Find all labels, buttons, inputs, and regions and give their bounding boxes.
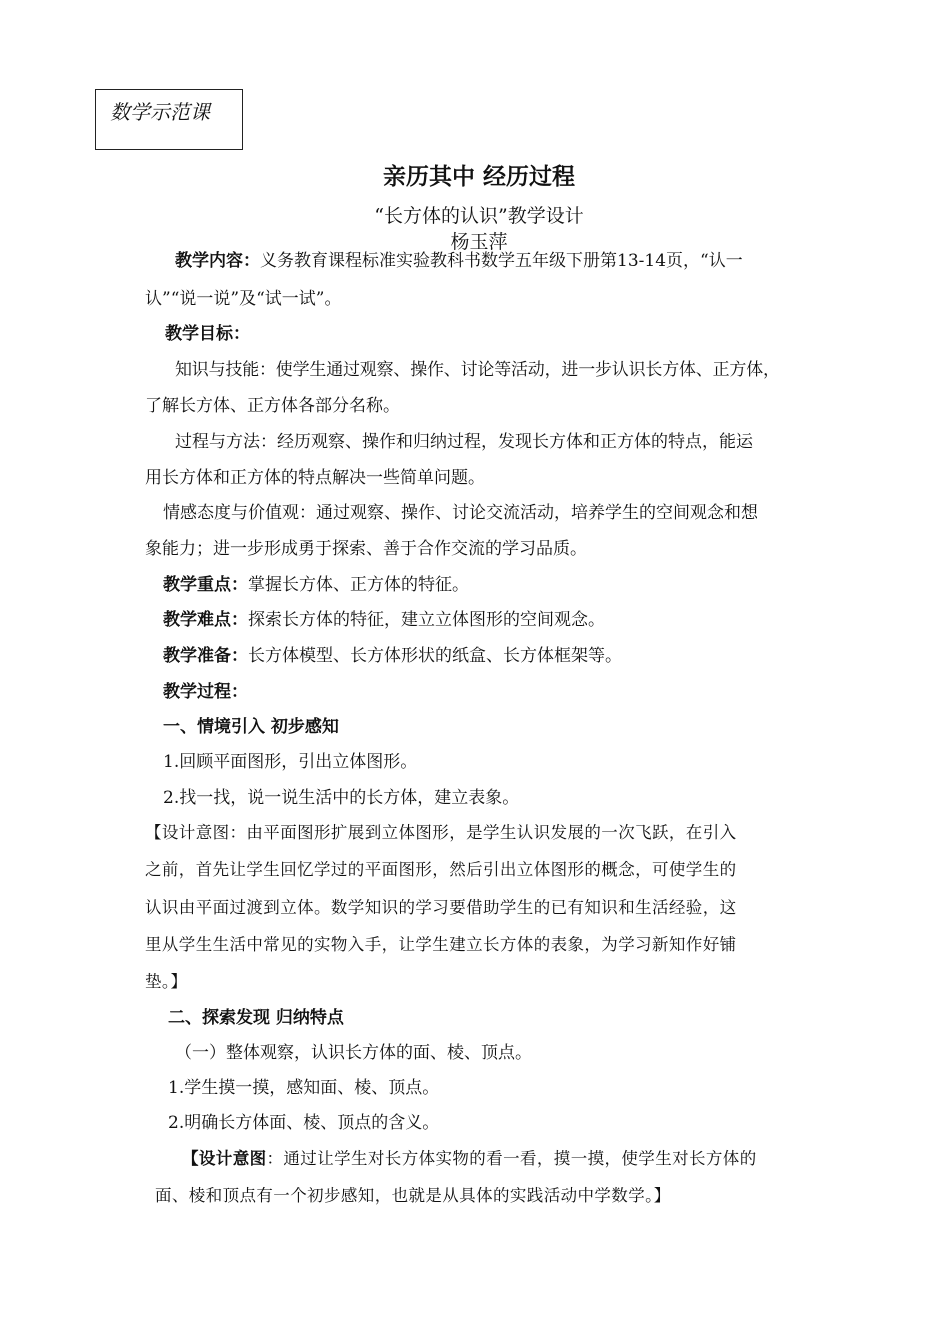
goals-heading: 教学目标： xyxy=(165,324,250,344)
content-label: 教学内容： xyxy=(175,251,260,271)
section1-item-2: 2.找一找，说一说生活中的长方体，建立表象。 xyxy=(163,788,520,808)
section1-design-5: 垫。】 xyxy=(145,972,188,991)
page-subtitle: “长方体的认识”教学设计 xyxy=(374,205,584,227)
key-point-text: 掌握长方体、正方体的特征。 xyxy=(248,575,469,595)
section1-heading: 一、情境引入 初步感知 xyxy=(163,717,339,737)
content-line-1 xyxy=(175,250,743,272)
goal-process-2: 用长方体和正方体的特点解决一些简单问题。 xyxy=(145,468,485,488)
section2-sub-1: （一）整体观察，认识长方体的面、棱、顶点。 xyxy=(175,1043,532,1063)
goal-process-1: 过程与方法：经历观察、操作和归纳过程，发现长方体和正方体的特点，能运 xyxy=(175,432,753,452)
prep-label: 教学准备： xyxy=(163,646,248,666)
process-heading: 教学过程： xyxy=(163,682,248,702)
content-text-1: 义务教育课程标准实验教科书数学五年级下册第13-14页，“认一 xyxy=(260,251,743,271)
goal-knowledge-2: 了解长方体、正方体各部分名称。 xyxy=(145,396,400,416)
section2-design-line-1 xyxy=(182,1148,757,1170)
demo-lesson-stamp xyxy=(95,89,243,150)
key-point-label: 教学重点： xyxy=(163,575,248,595)
section2-heading: 二、探索发现 归纳特点 xyxy=(168,1008,344,1028)
section2-item-1: 1.学生摸一摸，感知面、棱、顶点。 xyxy=(168,1078,440,1098)
section1-item-1: 1.回顾平面图形，引出立体图形。 xyxy=(163,752,418,772)
difficulty-label: 教学难点： xyxy=(163,610,248,630)
section2-design-line-2: 面、棱和顶点有一个初步感知，也就是从具体的实践活动中学数学。】 xyxy=(155,1186,671,1205)
section1-design-1: 【设计意图：由平面图形扩展到立体图形，是学生认识发展的一次飞跃，在引入 xyxy=(145,823,737,842)
goal-emotion-2: 象能力；进一步形成勇于探索、善于合作交流的学习品质。 xyxy=(145,539,587,559)
content-line-2: 认”“说一说”及“试一试”。 xyxy=(145,289,342,309)
section2-design-text-1: ：通过让学生对长方体实物的看一看，摸一摸，使学生对长方体的 xyxy=(266,1149,757,1168)
section1-design-3: 认识由平面过渡到立体。数学知识的学习要借助学生的已有知识和生活经验，这 xyxy=(145,898,737,917)
goal-knowledge-1: 知识与技能：使学生通过观察、操作、讨论等活动，进一步认识长方体、正方体， xyxy=(175,360,780,380)
stamp-text: 数学示范课 xyxy=(110,100,210,124)
page-title: 亲历其中 经历过程 xyxy=(382,164,575,190)
section2-item-2: 2.明确长方体面、棱、顶点的含义。 xyxy=(168,1113,440,1133)
prep-line xyxy=(163,645,622,667)
section1-design-2: 之前，首先让学生回忆学过的平面图形，然后引出立体图形的概念，可使学生的 xyxy=(145,860,737,879)
section2-design-label: 【设计意图 xyxy=(182,1149,267,1168)
difficulty-line xyxy=(163,609,605,631)
section1-design-4: 里从学生生活中常见的实物入手，让学生建立长方体的表象，为学习新知作好铺 xyxy=(145,935,737,954)
key-point-line xyxy=(163,574,469,596)
goal-emotion-1: 情感态度与价值观：通过观察、操作、讨论交流活动，培养学生的空间观念和想 xyxy=(163,503,758,523)
author-name: 杨玉萍 xyxy=(450,231,508,253)
difficulty-text: 探索长方体的特征，建立立体图形的空间观念。 xyxy=(248,610,605,630)
prep-text: 长方体模型、长方体形状的纸盒、长方体框架等。 xyxy=(248,646,622,666)
